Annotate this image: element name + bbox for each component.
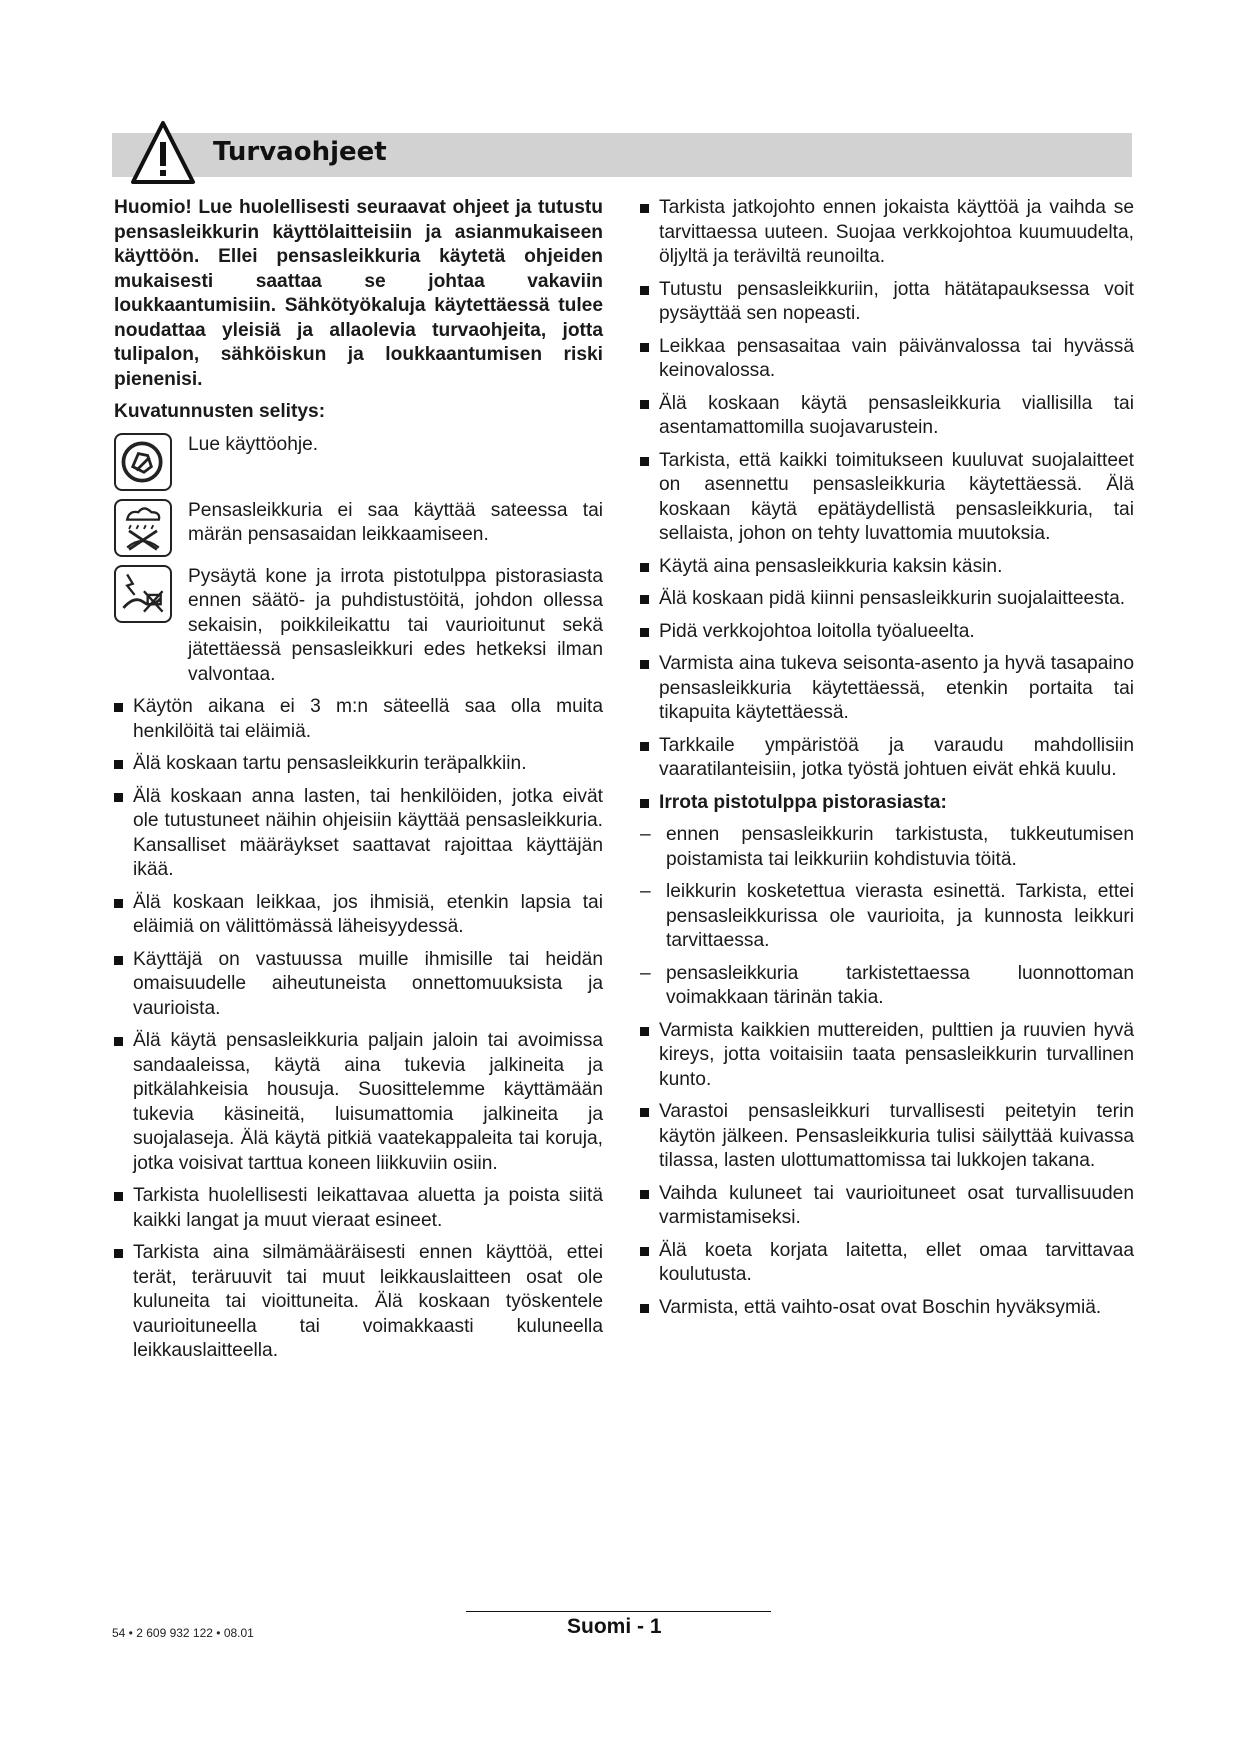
list-item: Pidä verkkojohtoa loitolla työalueelta. (640, 620, 1134, 645)
bullet-icon (114, 1184, 133, 1233)
bullet-icon (640, 278, 659, 327)
bullet-icon (114, 1241, 133, 1364)
bullet-icon (640, 335, 659, 384)
list-item: Käytön aikana ei 3 m:n säteellä saa olla muita henkilöitä tai eläimiä. (114, 695, 603, 744)
right-column (640, 196, 1134, 1328)
dash-item: – ennen pensasleikkurin tarkistusta, tukkeutumisen poistamista tai leikkuriin kohdistuvia töitä. (640, 823, 1134, 872)
dash-marker: – (640, 824, 651, 845)
symbol-text: Lue käyttöohje. (188, 433, 319, 455)
symbols-heading: Kuvatunnusten selitys: (114, 401, 326, 422)
bullet-icon (640, 1296, 659, 1321)
list-item: Älä käytä pensasleikkuria paljain jaloin tai avoimissa sandaaleissa, käytä aina tukevia jalkineita ja pitkälahkeisia housuja. Suosittelemme käyttämään tukevia käsineitä, luisumattomia jalkineita ja suojalaseja. Älä käytä pitkiä vaatekappaleita tai koruja, jotka voisivat tarttua koneen liikkuviin osiin. (114, 1029, 603, 1176)
dash-marker: – (640, 881, 651, 902)
bullet-icon (114, 785, 133, 883)
list-item: Käytä aina pensasleikkuria kaksin käsin. (640, 555, 1134, 580)
list-item: Älä koeta korjata laitetta, ellet omaa tarvittavaa koulutusta. (640, 1239, 1134, 1288)
bullet-icon (640, 555, 659, 580)
left-column (114, 196, 603, 1372)
footer-divider (466, 1611, 771, 1612)
list-item: Älä koskaan anna lasten, tai henkilöiden, jotka eivät ole tutustuneet näihin ohjeisiin käyttää pensasleikkuria. Kansalliset määräykset saattavat rajoittaa käyttäjän ikää. (114, 785, 603, 883)
bullet-icon (640, 1182, 659, 1231)
symbol-text: Pysäytä kone ja irrota pistotulppa pistorasiasta ennen säätö- ja puhdistustöitä, johdon ollessa sekaisin, poikkileikattu tai vaurioitunut sekä jätettäessä pensasleikkuri edes hetkeksi ilman valvontaa. (188, 565, 603, 685)
bullet-icon (640, 449, 659, 547)
bullet-icon (640, 196, 659, 270)
dash-marker: – (640, 962, 651, 984)
symbol-row (114, 433, 603, 491)
bullet-icon (640, 1100, 659, 1174)
list-item: Tarkista aina silmämääräisesti ennen käyttöä, ettei terät, teräruuvit tai muut leikkauslaitteen osat ole kuluneita tai vioittuneita. Älä koskaan työskentele vaurioituneella tai voimakkaasti kuluneella leikkauslaitteella. (114, 1241, 603, 1364)
bullet-icon (640, 652, 659, 726)
list-item: Älä koskaan käytä pensasleikkuria viallisilla tai asentamattomilla suojavarustein. (640, 392, 1134, 441)
bullet-icon (640, 620, 659, 645)
list-item: Älä koskaan pidä kiinni pensasleikkurin suojalaitteesta. (640, 587, 1134, 612)
list-item: Vaihda kuluneet tai vaurioituneet osat turvallisuuden varmistamiseksi. (640, 1182, 1134, 1231)
symbol-row (114, 565, 603, 688)
list-item: Älä koskaan leikkaa, jos ihmisiä, etenkin lapsia tai eläimiä on välittömässä läheisyydessä. (114, 891, 603, 940)
list-item: Varmista, että vaihto-osat ovat Boschin hyväksymiä. (640, 1296, 1134, 1321)
bullet-icon (640, 1019, 659, 1093)
bullet-icon (640, 734, 659, 783)
list-item: Tarkista jatkojohto ennen jokaista käyttöä ja vaihda se tarvittaessa uuteen. Suojaa verkkojohtoa kuumuudelta, öljyltä ja teräviltä reunoilta. (640, 196, 1134, 270)
bullet-icon (640, 791, 659, 816)
footer-document-code: 54 • 2 609 932 122 • 08.01 (112, 1626, 254, 1640)
list-item: Tutustu pensasleikkuriin, jotta hätätapauksessa voit pysäyttää sen nopeasti. (640, 278, 1134, 327)
dash-item: – pensasleikkuria tarkistettaessa luonnottoman voimakkaan tärinän takia. (640, 962, 1134, 1011)
list-item: Leikkaa pensasaitaa vain päivänvalossa tai hyvässä keinovalossa. (640, 335, 1134, 384)
list-item: Älä koskaan tartu pensasleikkurin teräpalkkiin. (114, 752, 603, 777)
read-manual-icon (114, 433, 172, 491)
bullet-icon (114, 1029, 133, 1176)
dash-item: – leikkurin kosketettua vierasta esinettä. Tarkista, ettei pensasleikkurissa ole vaurioita, ja kunnosta leikkuri tarvittaessa. (640, 880, 1134, 954)
footer-page-label: Suomi - 1 (567, 1615, 662, 1638)
list-item: Varmista aina tukeva seisonta-asento ja hyvä tasapaino pensasleikkuria käytettäessä, etenkin portaita tai tikapuita käytettäessä. (640, 652, 1134, 726)
warning-triangle-icon (130, 120, 196, 186)
list-item: Tarkkaile ympäristöä ja varaudu mahdollisiin vaaratilanteisiin, jotka työstä johtuen eivät ehkä kuulu. (640, 734, 1134, 783)
list-item: Tarkista, että kaikki toimitukseen kuuluvat suojalaitteet on asennettu pensasleikkuria käytettäessä. Älä koskaan käytä epätäydellistä pensasleikkuria, tai sellaista, johon on tehty luvattomia muutoksia. (640, 449, 1134, 547)
intro-paragraph: Huomio! Lue huolellisesti seuraavat ohjeet ja tutustu pensasleikkurin käyttölaitteisiin ja asianmukaiseen käyttöön. Ellei pensasleikkuria käytetä ohjeiden mukaisesti saattaa se johtaa vakaviin loukkaantumisiin. Sähkötyökaluja käytettäessä tulee noudattaa yleisiä ja allaolevia turvaohjeita, jotta tulipalon, sähköiskun ja loukkaantumisen riski pienenisi. (114, 197, 603, 390)
bullet-icon (114, 891, 133, 940)
list-item: Varastoi pensasleikkuri turvallisesti peitetyin terin käytön jälkeen. Pensasleikkuria tulisi säilyttää kuivassa tilassa, lasten ulottumattomissa tai lukkojen takana. (640, 1100, 1134, 1174)
symbol-row (114, 499, 603, 557)
bullet-icon (640, 1239, 659, 1288)
no-rain-icon (114, 499, 172, 557)
bullet-icon (640, 392, 659, 441)
unplug-heading-item: Irrota pistotulppa pistorasiasta: (640, 791, 1134, 816)
symbol-text: Pensasleikkuria ei saa käyttää sateessa tai märän pensasaidan leikkaamiseen. (188, 499, 603, 545)
section-title: Turvaohjeet (213, 137, 387, 167)
list-item: Tarkista huolellisesti leikattavaa aluetta ja poista siitä kaikki langat ja muut vieraat esineet. (114, 1184, 603, 1233)
bullet-icon (114, 752, 133, 777)
list-item: Varmista kaikkien muttereiden, pulttien ja ruuvien hyvä kireys, jotta voitaisiin taata pensasleikkurin turvallinen kunto. (640, 1019, 1134, 1093)
unplug-icon (114, 565, 172, 623)
bullet-icon (114, 695, 133, 744)
list-item: Käyttäjä on vastuussa muille ihmisille tai heidän omaisuudelle aiheutuneista onnettomuuksista ja vaurioista. (114, 948, 603, 1022)
bullet-icon (114, 948, 133, 1022)
bullet-icon (640, 587, 659, 612)
